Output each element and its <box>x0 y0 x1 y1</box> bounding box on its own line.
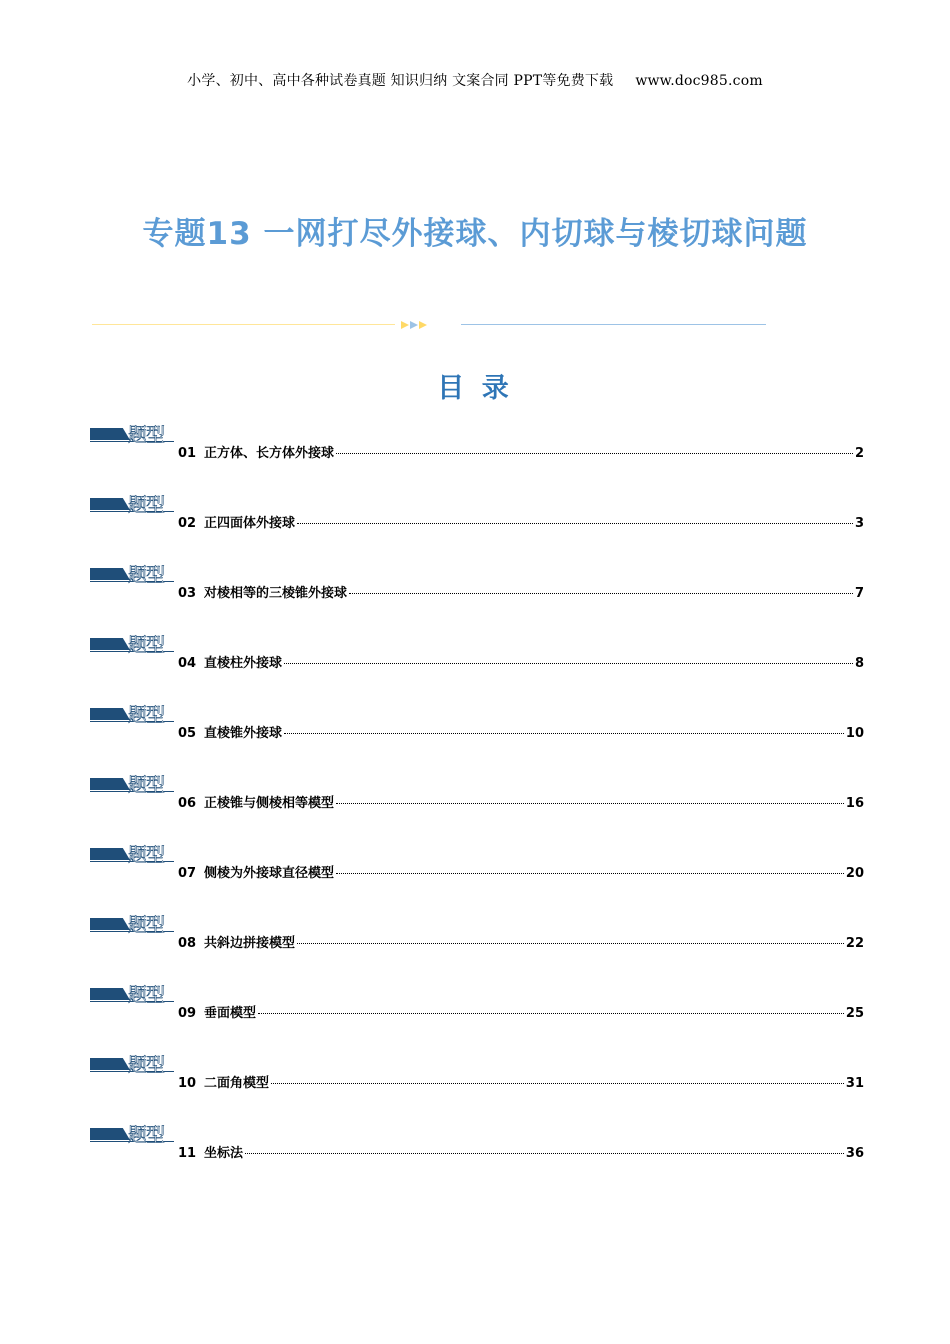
toc-entry-link[interactable] <box>178 792 864 810</box>
toc-page-number: 2 <box>854 446 864 461</box>
toc-entry-number: 09 <box>178 1006 197 1021</box>
toc-page-number: 7 <box>854 586 864 601</box>
toc-entry-number: 04 <box>178 656 197 671</box>
toc-item[interactable] <box>90 842 870 912</box>
page-header <box>0 70 950 90</box>
toc-page-number: 31 <box>845 1076 864 1091</box>
toc-dot-leader <box>271 1083 844 1084</box>
question-type-badge-icon <box>90 1122 174 1144</box>
toc-entry-number: 03 <box>178 586 197 601</box>
toc-item[interactable] <box>90 562 870 632</box>
badge-bar <box>90 428 130 440</box>
badge-bar <box>90 1128 130 1140</box>
toc-item[interactable] <box>90 702 870 772</box>
toc-entry-title: 侧棱为外接球直径模型 <box>204 866 335 881</box>
question-type-badge-icon <box>90 562 174 584</box>
toc-item[interactable] <box>90 772 870 842</box>
badge-label: 题型 <box>128 984 165 1006</box>
toc-entry-link[interactable] <box>178 652 864 670</box>
toc-entry-title: 正棱锥与侧棱相等模型 <box>204 796 335 811</box>
toc-entry-link[interactable] <box>178 1072 864 1090</box>
toc-dot-leader <box>336 803 844 804</box>
toc-entry-number: 11 <box>178 1146 197 1161</box>
toc-dot-leader <box>349 593 853 594</box>
table-of-contents <box>90 422 870 1192</box>
header-site-url[interactable]: www.doc985.com <box>635 73 763 89</box>
toc-entry-link[interactable] <box>178 862 864 880</box>
toc-entry-title: 正方体、长方体外接球 <box>204 446 335 461</box>
toc-entry-number: 08 <box>178 936 197 951</box>
badge-label: 题型 <box>128 564 165 586</box>
header-tagline: 小学、初中、高中各种试卷真题 知识归纳 文案合同 PPT等免费下载 <box>187 73 614 89</box>
badge-label: 题型 <box>128 494 165 516</box>
question-type-badge-icon <box>90 772 174 794</box>
toc-entry-title: 正四面体外接球 <box>204 516 296 531</box>
toc-item[interactable] <box>90 492 870 562</box>
toc-item[interactable] <box>90 982 870 1052</box>
question-type-badge-icon <box>90 912 174 934</box>
toc-item[interactable] <box>90 1122 870 1192</box>
toc-dot-leader <box>336 453 853 454</box>
toc-page-number: 20 <box>845 866 864 881</box>
toc-dot-leader <box>336 873 844 874</box>
toc-page-number: 10 <box>845 726 864 741</box>
toc-dot-leader <box>258 1013 844 1014</box>
question-type-badge-icon <box>90 422 174 444</box>
toc-dot-leader <box>297 523 853 524</box>
toc-item[interactable] <box>90 422 870 492</box>
toc-entry-link[interactable] <box>178 442 864 460</box>
question-type-badge-icon <box>90 1052 174 1074</box>
toc-entry-title: 直棱柱外接球 <box>204 656 283 671</box>
toc-entry-number: 06 <box>178 796 197 811</box>
toc-dot-leader <box>245 1153 844 1154</box>
toc-entry-link[interactable] <box>178 1002 864 1020</box>
badge-label: 题型 <box>128 704 165 726</box>
toc-entry-link[interactable] <box>178 932 864 950</box>
question-type-badge-icon <box>90 842 174 864</box>
toc-entry-title: 直棱锥外接球 <box>204 726 283 741</box>
badge-label: 题型 <box>128 844 165 866</box>
toc-item[interactable] <box>90 1052 870 1122</box>
toc-dot-leader <box>284 733 844 734</box>
toc-entry-number: 01 <box>178 446 197 461</box>
toc-heading: 目 录 <box>437 373 513 404</box>
question-type-badge-icon <box>90 702 174 724</box>
divider-right-line <box>461 324 766 325</box>
toc-page-number: 3 <box>854 516 864 531</box>
toc-item[interactable] <box>90 912 870 982</box>
toc-entry-link[interactable] <box>178 1142 864 1160</box>
badge-bar <box>90 638 130 650</box>
toc-page-number: 16 <box>845 796 864 811</box>
toc-entry-number: 02 <box>178 516 197 531</box>
toc-entry-link[interactable] <box>178 582 864 600</box>
toc-dot-leader <box>297 943 844 944</box>
badge-label: 题型 <box>128 774 165 796</box>
toc-page-number: 36 <box>845 1146 864 1161</box>
toc-dot-leader <box>284 663 853 664</box>
badge-label: 题型 <box>128 1124 165 1146</box>
badge-bar <box>90 988 130 1000</box>
toc-page-number: 25 <box>845 1006 864 1021</box>
badge-label: 题型 <box>128 424 165 446</box>
badge-bar <box>90 778 130 790</box>
toc-entry-link[interactable] <box>178 722 864 740</box>
title-divider <box>92 318 766 332</box>
toc-entry-title: 垂面模型 <box>204 1006 257 1021</box>
divider-arrows-icon <box>401 318 427 332</box>
badge-bar <box>90 848 130 860</box>
question-type-badge-icon <box>90 632 174 654</box>
toc-entry-link[interactable] <box>178 512 864 530</box>
question-type-badge-icon <box>90 982 174 1004</box>
toc-page-number: 22 <box>845 936 864 951</box>
badge-bar <box>90 498 130 510</box>
toc-entry-title: 对棱相等的三棱锥外接球 <box>204 586 348 601</box>
badge-bar <box>90 1058 130 1070</box>
question-type-badge-icon <box>90 492 174 514</box>
toc-entry-title: 坐标法 <box>204 1146 244 1161</box>
document-title: 专题13 一网打尽外接球、内切球与棱切球问题 <box>142 216 808 252</box>
toc-entry-number: 10 <box>178 1076 197 1091</box>
badge-label: 题型 <box>128 914 165 936</box>
toc-entry-number: 07 <box>178 866 197 881</box>
badge-label: 题型 <box>128 1054 165 1076</box>
toc-item[interactable] <box>90 632 870 702</box>
toc-entry-number: 05 <box>178 726 197 741</box>
toc-page-number: 8 <box>854 656 864 671</box>
toc-entry-title: 二面角模型 <box>204 1076 270 1091</box>
badge-bar <box>90 568 130 580</box>
badge-bar <box>90 708 130 720</box>
badge-bar <box>90 918 130 930</box>
badge-label: 题型 <box>128 634 165 656</box>
toc-entry-title: 共斜边拼接模型 <box>204 936 296 951</box>
divider-left-line <box>92 324 395 325</box>
